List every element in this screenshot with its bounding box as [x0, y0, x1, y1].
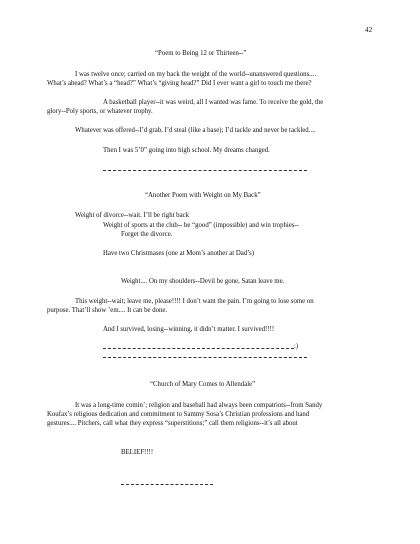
poem-2-line-7: purpose. That’ll show ’em.... It can be done.	[47, 307, 168, 314]
poem-2-line-5: Weight.... On my shoulders--Devil be gone, Satan leave me.	[121, 278, 285, 285]
smiley-text: :)	[294, 343, 299, 350]
poem-1-paragraph-2-line-1: A basketball player--it was weird, all I wanted was fame. To receive the gold, the	[103, 99, 324, 106]
section-divider	[103, 170, 307, 171]
section-divider	[121, 484, 213, 485]
poem-2-line-1: Weight of divorce--wait. I’ll be right back	[75, 212, 190, 219]
poem-2-line-6: This weight--wait; leave me, please!!!! I don’t want the pain. I’m going to lose some on	[75, 298, 314, 305]
poem-2-line-8: And I survived, losing--winning, it didn’t matter. I survived!!!!	[103, 326, 275, 333]
poem-1-paragraph-3: Whatever was offered--I’d grab, I’d steal (like a base); I’d tackle and never be tackled....	[75, 127, 316, 134]
poem-3-line-3: gestures.... Pitchers, call what they express “superstitions;” call them religions--it’s all about	[47, 420, 298, 427]
poem-1-paragraph-2-line-2: glory--Poly sports, or whatever trophy.	[47, 108, 153, 115]
poem-2-line-4: Have two Christmases (one at Mom’s another at Dad’s)	[103, 250, 255, 257]
poem-2-title: “Another Poem with Weight on My Back”	[145, 192, 261, 199]
poem-3-line-4: BELIEF!!!!	[121, 449, 154, 456]
poem-1-title: “Poem to Being 12 or Thirteen--”	[155, 50, 247, 57]
poem-3-line-1: It was a long-time comin’; religion and baseball had always been compatriots--from Sandy	[75, 402, 323, 409]
poem-1-paragraph-1-line-2: What’s ahead? What’s a “head?” What’s “giving head?” Did I ever want a girl to touch me there?	[47, 80, 312, 87]
poem-1-paragraph-1-line-1: I was twelve once; carried on my back the weight of the world--unanswered questions....	[75, 71, 317, 78]
section-divider	[103, 348, 294, 349]
section-divider	[103, 357, 307, 358]
poem-3-line-2: Koufax’s religious dedication and commitment to Sammy Sosa’s Christian professions and hand	[47, 411, 310, 418]
poem-2-line-2: Weight of sports at the club-- be “good” (impossible) and win trophies--	[103, 222, 299, 229]
page-number: 42	[365, 26, 373, 34]
poem-3-title: “Church of Mary Comes to Allendale”	[150, 381, 256, 388]
poem-1-paragraph-4: Then I was 5’0” going into high school. My dreams changed.	[103, 147, 270, 154]
poem-2-line-3: Forget the divorce.	[121, 231, 173, 238]
